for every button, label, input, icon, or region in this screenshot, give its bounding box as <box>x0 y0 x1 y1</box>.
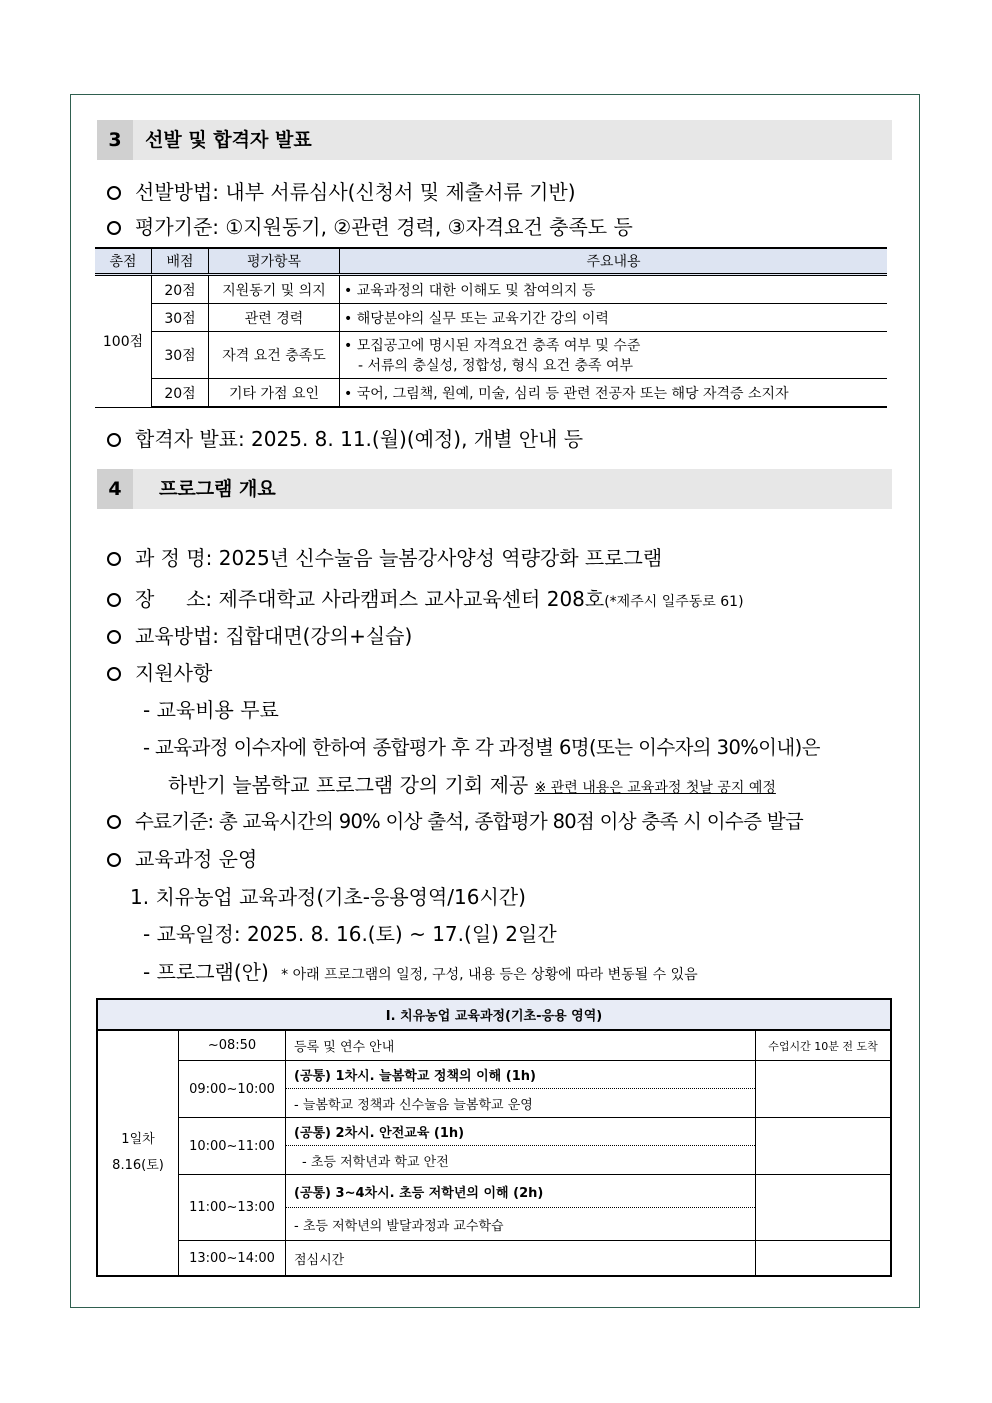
session-detail: - 늘봄학교 정책과 신수눌음 늘봄학교 운영 <box>286 1089 756 1118</box>
row-content: • 국어, 그림책, 원예, 미술, 심리 등 관련 전공자 또는 해당 자격증 소지자 <box>340 379 888 408</box>
selection-method: 선발방법: 내부 서류심사(신청서 및 제출서류 기반) <box>107 176 576 205</box>
session-title: (공통) 1차시. 늘봄학교 정책의 이해 (1h) <box>286 1061 756 1089</box>
col-header-content: 주요내용 <box>340 248 888 275</box>
row-score: 30점 <box>152 332 209 379</box>
program-table <box>96 998 892 1277</box>
section-4-header <box>97 469 892 509</box>
course-operation: 교육과정 운영 <box>107 843 257 872</box>
row-score: 20점 <box>152 379 209 408</box>
row-content: • 교육과정의 대한 이해도 및 참여의지 등 <box>340 275 888 304</box>
session-detail: - 초등 저학년과 학교 안전 <box>286 1146 756 1175</box>
education-method: 교육방법: 집합대면(강의+실습) <box>107 620 412 649</box>
support-item-3: 하반기 늘봄학교 프로그램 강의 기회 제공 ※ 관련 내용은 교육과정 첫날 공지 예정 <box>168 773 776 797</box>
support-title: 지원사항 <box>107 657 212 686</box>
announcement: 합격자 발표: 2025. 8. 11.(월)(예정), 개별 안내 등 <box>107 423 583 452</box>
row-content-line-2: - 서류의 충실성, 정합성, 형식 요건 충족 여부 <box>358 358 634 374</box>
session-detail: - 초등 저학년의 발달과정과 교수학습 <box>286 1208 756 1241</box>
row-content: • 해당분야의 실무 또는 교육기간 강의 이력 <box>340 304 888 332</box>
registration-time: ~08:50 <box>179 1030 286 1061</box>
section-4-number: 4 <box>97 469 133 509</box>
circle-bullet-icon <box>107 630 121 644</box>
completion-criteria: 수료기준: 총 교육시간의 90% 이상 출석, 종합평가 80점 이상 충족 시 이수증 발급 <box>107 806 803 834</box>
circle-bullet-icon <box>107 221 121 235</box>
table-row <box>97 1061 891 1089</box>
day-label: 1일차 <box>121 1132 155 1147</box>
circle-bullet-icon <box>107 552 121 566</box>
session-time: 11:00~13:00 <box>179 1175 286 1241</box>
row-score: 30점 <box>152 304 209 332</box>
section-3-title: 선발 및 합격자 발표 <box>145 129 312 151</box>
table-row <box>97 1030 891 1061</box>
circle-bullet-icon <box>107 593 121 607</box>
session-note <box>756 1175 892 1241</box>
table-row <box>95 304 887 332</box>
row-content-line-1: • 모집공고에 명시된 자격요건 충족 여부 및 수준 <box>344 338 641 354</box>
course-1-title: 1. 치유농업 교육과정(기초-응용영역/16시간) <box>130 885 526 909</box>
session-note <box>756 1061 892 1118</box>
registration-desc: 등록 및 연수 안내 <box>286 1030 756 1061</box>
row-item: 관련 경력 <box>209 304 340 332</box>
table-row <box>97 1241 891 1277</box>
course-name: 과 정 명: 2025년 신수눌음 늘봄강사양성 역량강화 프로그램 <box>107 542 662 571</box>
program-label: - 프로그램(안) * 아래 프로그램의 일정, 구성, 내용 등은 상황에 따라 변동될 수 있음 <box>143 960 698 984</box>
row-content <box>340 332 888 379</box>
table-row <box>95 379 887 408</box>
circle-bullet-icon <box>107 815 121 829</box>
circle-bullet-icon <box>107 433 121 447</box>
support-item-1: - 교육비용 무료 <box>143 698 279 722</box>
table-row <box>97 1118 891 1146</box>
program-table-header: Ⅰ. 치유농업 교육과정(기초-응용 영역) <box>97 999 891 1030</box>
lunch-desc: 점심시간 <box>286 1241 756 1277</box>
section-4-title: 프로그램 개요 <box>159 478 276 500</box>
place-note: (*제주시 일주동로 61) <box>604 594 744 610</box>
table-row <box>95 275 887 304</box>
col-header-total: 총점 <box>95 248 152 275</box>
session-time: 10:00~11:00 <box>179 1118 286 1175</box>
table-row <box>97 1175 891 1208</box>
course-place: 장 소: 제주대학교 사라캠퍼스 교사교육센터 208호(*제주시 일주동로 61) <box>107 583 744 612</box>
session-title: (공통) 2차시. 안전교육 (1h) <box>286 1118 756 1146</box>
col-header-score: 배점 <box>152 248 209 275</box>
registration-note: 수업시간 10분 전 도착 <box>756 1030 892 1061</box>
circle-bullet-icon <box>107 667 121 681</box>
row-score: 20점 <box>152 275 209 304</box>
table-row <box>95 332 887 379</box>
lunch-time: 13:00~14:00 <box>179 1241 286 1277</box>
section-3-number: 3 <box>97 120 133 160</box>
session-note <box>756 1118 892 1175</box>
section-3-header <box>97 120 892 160</box>
support-item-2: - 교육과정 이수자에 한하여 종합평가 후 각 과정별 6명(또는 이수자의 30%이내)은 <box>143 736 820 759</box>
program-note: * 아래 프로그램의 일정, 구성, 내용 등은 상황에 따라 변동될 수 있음 <box>281 967 698 983</box>
circle-bullet-icon <box>107 853 121 867</box>
circle-bullet-icon <box>107 186 121 200</box>
total-score: 100점 <box>95 275 152 408</box>
day-cell <box>97 1030 179 1276</box>
row-item: 지원동기 및 의지 <box>209 275 340 304</box>
evaluation-table <box>95 247 887 408</box>
day-date: 8.16(토) <box>112 1158 164 1173</box>
course-schedule: - 교육일정: 2025. 8. 16.(토) ~ 17.(일) 2일간 <box>143 922 557 946</box>
row-item: 기타 가점 요인 <box>209 379 340 408</box>
col-header-item: 평가항목 <box>209 248 340 275</box>
evaluation-criteria: 평가기준: ①지원동기, ②관련 경력, ③자격요건 충족도 등 <box>107 211 633 240</box>
lunch-note <box>756 1241 892 1277</box>
session-title: (공통) 3~4차시. 초등 저학년의 이해 (2h) <box>286 1175 756 1208</box>
session-time: 09:00~10:00 <box>179 1061 286 1118</box>
support-note: ※ 관련 내용은 교육과정 첫날 공지 예정 <box>534 780 776 796</box>
row-item: 자격 요건 충족도 <box>209 332 340 379</box>
